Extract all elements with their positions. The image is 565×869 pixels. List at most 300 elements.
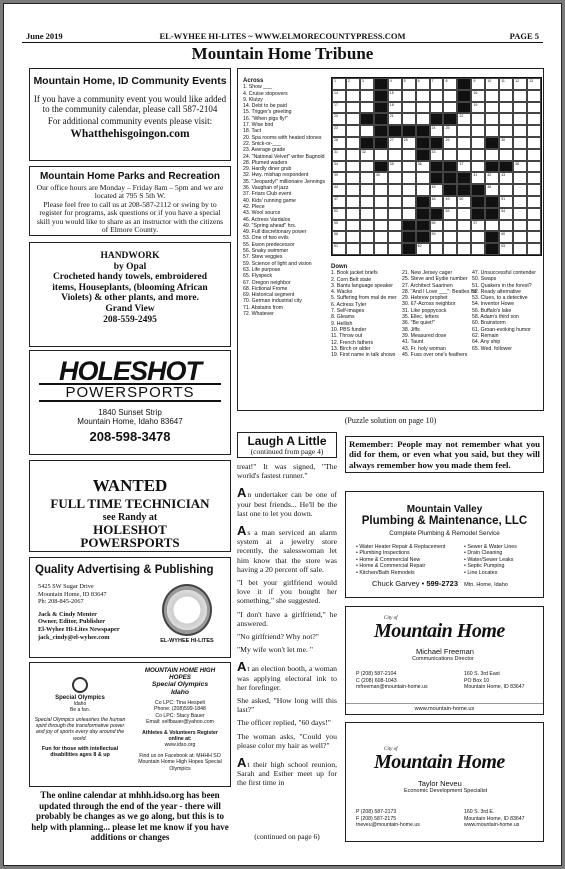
grid-cell[interactable]: 29: [443, 137, 457, 149]
grid-cell[interactable]: [346, 137, 360, 149]
handwork-items: Crocheted handy towels, embroidered items, Houseplants, (blooming African Violets) & other plants, and more.: [52, 272, 208, 304]
across-clue: 1. Show ___: [243, 84, 272, 91]
grid-cell[interactable]: [457, 220, 471, 232]
grid-cell[interactable]: [374, 208, 388, 220]
mvp-phone: 599-2723: [426, 579, 459, 588]
grid-cell[interactable]: 24: [430, 125, 444, 137]
grid-cell[interactable]: [346, 125, 360, 137]
grid-block: [374, 102, 388, 114]
grid-cell[interactable]: 50: [457, 196, 471, 208]
grid-cell[interactable]: [513, 172, 527, 184]
grid-cell[interactable]: 47: [332, 196, 346, 208]
down-clue: 38. Jiffs: [402, 326, 420, 333]
puzzle-solution-note: (Puzzle solution on page 10): [344, 416, 437, 425]
grid-cell[interactable]: [360, 90, 374, 102]
down-clue: 7. Self-images: [331, 308, 365, 315]
newspaper-page: [3, 3, 562, 866]
grid-cell[interactable]: 55: [332, 220, 346, 232]
down-clue: 62. Remain: [472, 332, 499, 339]
grid-cell[interactable]: [457, 208, 471, 220]
grid-cell[interactable]: [360, 172, 374, 184]
grid-cell[interactable]: 52: [332, 208, 346, 220]
mvp-subtitle: Complete Plumbing & Remodel Service: [389, 530, 500, 537]
grid-cell[interactable]: [513, 196, 527, 208]
grid-cell[interactable]: 28: [402, 137, 416, 149]
grid-cell[interactable]: [374, 243, 388, 255]
wanted-ad: [29, 460, 231, 552]
grid-cell[interactable]: 39: [332, 172, 346, 184]
grid-cell[interactable]: [485, 102, 499, 114]
grid-cell[interactable]: 22: [457, 113, 471, 125]
grid-cell[interactable]: [527, 184, 541, 196]
grid-cell[interactable]: 43: [499, 172, 513, 184]
grid-block: [388, 125, 402, 137]
grid-cell[interactable]: 60: [499, 231, 513, 243]
grid-cell[interactable]: [471, 149, 485, 161]
mvp-service: • Drain Cleaning: [464, 550, 503, 557]
grid-cell[interactable]: [416, 102, 430, 114]
grid-cell[interactable]: [388, 172, 402, 184]
city2-logo: Mountain Home: [374, 751, 505, 773]
grid-cell[interactable]: [471, 231, 485, 243]
grid-cell[interactable]: 13: [527, 78, 541, 90]
grid-cell[interactable]: 18: [388, 102, 402, 114]
grid-cell[interactable]: [527, 149, 541, 161]
city2-title: Economic Development Specialist: [404, 788, 488, 794]
grid-block: [485, 231, 499, 243]
grid-cell[interactable]: [402, 196, 416, 208]
so-logo: Special Olympics: [55, 695, 105, 701]
grid-cell[interactable]: [527, 125, 541, 137]
grid-cell[interactable]: [388, 196, 402, 208]
across-clue: 17. Wise bird: [243, 122, 274, 129]
down-title: Down: [331, 264, 348, 270]
grid-cell[interactable]: 7: [430, 78, 444, 90]
grid-cell[interactable]: [430, 243, 444, 255]
city2-fax: F (208) 587-2175: [356, 815, 397, 822]
grid-cell[interactable]: 38: [513, 161, 527, 173]
grid-cell[interactable]: 40: [374, 172, 388, 184]
grid-cell[interactable]: [388, 231, 402, 243]
across-clue: 40. Kids' running game: [243, 197, 296, 204]
grid-cell[interactable]: [485, 125, 499, 137]
wanted-company2: POWERSPORTS: [80, 535, 180, 550]
grid-cell[interactable]: 8: [443, 78, 457, 90]
handwork-phone: 208-559-2495: [103, 314, 157, 325]
across-clue: 18. Tact: [243, 128, 262, 135]
grid-cell[interactable]: [485, 90, 499, 102]
down-clue: 1. Book jacket briefs: [331, 270, 378, 277]
grid-cell[interactable]: [513, 243, 527, 255]
grid-cell[interactable]: [388, 149, 402, 161]
grid-cell[interactable]: [346, 149, 360, 161]
across-clue: 59. Science of light and vision: [243, 260, 312, 267]
grid-cell[interactable]: 9: [471, 78, 485, 90]
laugh-title: Laugh A Little: [247, 434, 327, 448]
across-clue: 70. German industrial city: [243, 298, 302, 305]
grid-cell[interactable]: 31: [332, 149, 346, 161]
across-clue: 56. Snaky swimmer: [243, 248, 289, 255]
holeshot-phone: 208-598-3478: [89, 429, 171, 444]
grid-cell[interactable]: 59: [430, 231, 444, 243]
grid-cell[interactable]: [360, 208, 374, 220]
grid-cell[interactable]: 23: [332, 125, 346, 137]
across-clues: [243, 78, 331, 317]
grid-cell[interactable]: [485, 113, 499, 125]
grid-cell[interactable]: 48: [430, 196, 444, 208]
grid-cell[interactable]: [527, 220, 541, 232]
grid-cell[interactable]: [443, 220, 457, 232]
so-logo-sub: Idaho: [73, 701, 87, 707]
grid-block: [416, 220, 430, 232]
down-clue: 31. Like poppycock: [402, 307, 447, 314]
qap-role: Owner, Editor, Publisher: [38, 618, 106, 626]
grid-cell[interactable]: [360, 184, 374, 196]
grid-cell[interactable]: [471, 137, 485, 149]
grid-cell[interactable]: [360, 102, 374, 114]
grid-cell[interactable]: [402, 208, 416, 220]
grid-cell[interactable]: 27: [388, 137, 402, 149]
grid-cell[interactable]: 56: [430, 220, 444, 232]
grid-cell[interactable]: [402, 113, 416, 125]
handwork-title: HANDWORK: [100, 251, 160, 261]
grid-cell[interactable]: [360, 231, 374, 243]
grid-cell[interactable]: [527, 172, 541, 184]
mvp-service: • Home & Commercial Repair: [356, 563, 426, 570]
grid-cell[interactable]: [346, 208, 360, 220]
city1-logo: Mountain Home: [374, 620, 505, 642]
laugh-p11: t their high school reunion, Sarah and Esther meet up for the first time in: [237, 760, 337, 788]
across-clue: 43. Wool source: [243, 210, 281, 217]
so-blurb: Special Olympics unleashes the human spirit through the transformative power and joy of sports every day around the world.: [34, 717, 126, 742]
grid-cell[interactable]: [513, 125, 527, 137]
grid-cell[interactable]: [527, 208, 541, 220]
grid-cell[interactable]: [513, 208, 527, 220]
mvp-contact-name: Chuck Garvey: [372, 579, 420, 588]
grid-cell[interactable]: [360, 196, 374, 208]
grid-block: [430, 208, 444, 220]
qap-seal-icon: [162, 584, 212, 636]
holeshot-logo-sub: POWERSPORTS: [39, 383, 221, 402]
grid-cell[interactable]: [527, 231, 541, 243]
across-clue: 69. Historical segment: [243, 292, 295, 299]
grid-cell[interactable]: 19: [471, 102, 485, 114]
city1-title: Communications Director: [412, 656, 474, 662]
grid-cell[interactable]: [402, 161, 416, 173]
qap-title: Quality Advertising & Publishing: [35, 564, 214, 576]
grid-cell[interactable]: [499, 184, 513, 196]
grid-block: [471, 196, 485, 208]
grid-cell[interactable]: 1: [332, 78, 346, 90]
grid-cell[interactable]: [430, 102, 444, 114]
grid-cell[interactable]: [402, 172, 416, 184]
city1-website: www.mountain-home.us: [346, 703, 543, 714]
grid-cell[interactable]: [443, 102, 457, 114]
grid-cell[interactable]: [388, 208, 402, 220]
grid-cell[interactable]: 20: [332, 113, 346, 125]
grid-cell[interactable]: [346, 243, 360, 255]
grid-cell[interactable]: [513, 149, 527, 161]
grid-cell[interactable]: [513, 102, 527, 114]
masthead-title: Mountain Home Tribune: [191, 44, 374, 63]
grid-cell[interactable]: [485, 220, 499, 232]
grid-cell[interactable]: 3: [360, 78, 374, 90]
grid-cell[interactable]: 10: [485, 78, 499, 90]
grid-cell[interactable]: 2: [346, 78, 360, 90]
across-clue: 9. Klutzy: [243, 96, 263, 103]
grid-cell[interactable]: [513, 220, 527, 232]
grid-cell[interactable]: [471, 243, 485, 255]
grid-cell[interactable]: 35: [388, 161, 402, 173]
down-clue: 58. Adam's third son: [472, 314, 519, 321]
down-clue: 10. PBS funder: [331, 326, 367, 333]
across-clue: 23. Average grade: [243, 147, 286, 154]
grid-cell[interactable]: [402, 102, 416, 114]
grid-cell[interactable]: [416, 172, 430, 184]
grid-cell[interactable]: [471, 161, 485, 173]
mvp-services-2: [464, 544, 517, 576]
mvp-service: • Septic Pumping: [464, 563, 505, 570]
grid-cell[interactable]: [457, 231, 471, 243]
grid-cell[interactable]: [443, 90, 457, 102]
city-card-freeman: [345, 606, 544, 715]
across-clue: 42. Plece: [243, 203, 265, 210]
grid-cell[interactable]: [346, 113, 360, 125]
down-clue: 35. Ellec. letters: [402, 314, 439, 321]
down-clues-2: [402, 270, 477, 358]
grid-cell[interactable]: 37: [457, 161, 471, 173]
grid-cell[interactable]: [346, 102, 360, 114]
laugh-p10: The woman asks, "Could you please color my hair as well?": [237, 731, 337, 750]
down-clue: 64. Any ship: [472, 339, 501, 346]
grid-cell[interactable]: [346, 172, 360, 184]
grid-cell[interactable]: 44: [332, 184, 346, 196]
laugh-continued-from: (continued from page 4): [250, 447, 324, 456]
mvp-service: • Sewer & Water Lines: [464, 544, 517, 550]
grid-cell[interactable]: [513, 184, 527, 196]
laugh-p9: The officer replied, "60 days!": [237, 718, 331, 728]
grid-cell[interactable]: [471, 125, 485, 137]
grid-cell[interactable]: [527, 90, 541, 102]
laugh-p7: t an election booth, a woman was applying electoral ink to her forefinger.: [237, 664, 337, 692]
grid-cell[interactable]: [374, 220, 388, 232]
city2-city-of: City of: [384, 747, 398, 752]
grid-cell[interactable]: 14: [332, 90, 346, 102]
grid-cell[interactable]: 51: [499, 196, 513, 208]
dropcap-a4: A: [237, 755, 247, 771]
grid-cell[interactable]: [457, 125, 471, 137]
grid-cell[interactable]: 34: [332, 161, 346, 173]
grid-cell[interactable]: [346, 161, 360, 173]
grid-cell[interactable]: 58: [332, 231, 346, 243]
grid-cell[interactable]: [416, 90, 430, 102]
grid-cell[interactable]: 17: [332, 102, 346, 114]
grid-cell[interactable]: 26: [332, 137, 346, 149]
across-clue: 24. "National Velvet" writer Bagnold: [243, 153, 325, 160]
grid-cell[interactable]: 42: [485, 172, 499, 184]
grid-block: [485, 161, 499, 173]
grid-cell[interactable]: [527, 243, 541, 255]
dropcap-a: A: [237, 485, 247, 501]
grid-cell[interactable]: [416, 113, 430, 125]
grid-cell[interactable]: [471, 113, 485, 125]
holeshot-address2: Mountain Home, Idaho 83647: [77, 417, 183, 426]
grid-cell[interactable]: [374, 196, 388, 208]
grid-cell[interactable]: 46: [485, 184, 499, 196]
laugh-p3: "I bet your girlfriend would love it if you bought her something," she suggested.: [237, 578, 337, 606]
grid-cell[interactable]: [499, 149, 513, 161]
grid-cell[interactable]: [457, 149, 471, 161]
grid-cell[interactable]: [457, 243, 471, 255]
grid-cell[interactable]: [443, 231, 457, 243]
grid-cell[interactable]: [527, 161, 541, 173]
laugh-p5: "No girlfriend? Why not?": [237, 632, 319, 642]
grid-cell[interactable]: [388, 243, 402, 255]
grid-cell[interactable]: 4: [388, 78, 402, 90]
grid-cell[interactable]: [388, 220, 402, 232]
grid-cell[interactable]: 61: [332, 243, 346, 255]
down-clue: 36. "Be quiet!": [402, 320, 435, 327]
grid-cell[interactable]: [527, 137, 541, 149]
across-clue: 49. Full discretionary power: [243, 229, 307, 236]
so-website[interactable]: www.idso.org: [164, 742, 196, 749]
grid-cell[interactable]: 11: [499, 78, 513, 90]
city1-email: mfreeman@mountain-home.us: [356, 684, 428, 691]
grid-block: [430, 172, 444, 184]
grid-cell[interactable]: [374, 184, 388, 196]
down-clue: 12. French fathers: [331, 339, 374, 346]
grid-cell[interactable]: [443, 149, 457, 161]
across-clue: 49. "Spring ahead" hrs.: [243, 222, 297, 229]
across-clue: 35. "Jeopardy!" millionaire Jennings: [243, 178, 326, 185]
community-events-box: [29, 68, 231, 161]
grid-cell[interactable]: [360, 161, 374, 173]
grid-cell[interactable]: [346, 196, 360, 208]
grid-cell[interactable]: [402, 184, 416, 196]
grid-cell[interactable]: [402, 149, 416, 161]
grid-block: [374, 125, 388, 137]
wanted-contact: see Randy at: [102, 512, 158, 523]
grid-cell[interactable]: [513, 231, 527, 243]
qap-address2: Mountain Home, ID 83647: [38, 590, 107, 598]
across-clue: 29. Hardly diner grub: [243, 166, 292, 173]
across-clue: 57. Stew veggies: [243, 254, 283, 261]
grid-block: [485, 137, 499, 149]
so-register: Athletes & Volunteers Register online at:: [142, 729, 218, 743]
down-clue: 6. Actress Tyler: [331, 301, 367, 308]
grid-cell[interactable]: 63: [499, 243, 513, 255]
down-clue: 8. Gleams: [331, 314, 355, 321]
grid-cell[interactable]: 41: [471, 172, 485, 184]
grid-block: [416, 149, 430, 161]
across-clue: 63. Life purpose: [243, 266, 281, 273]
across-clue: 4. Cruise stopovers: [243, 90, 288, 97]
across-clue: 22. Snick-or-___: [243, 140, 282, 147]
grid-cell[interactable]: [485, 149, 499, 161]
grid-cell[interactable]: [513, 113, 527, 125]
grid-cell[interactable]: 12: [513, 78, 527, 90]
grid-cell[interactable]: [499, 113, 513, 125]
so-contact2: Co LPC: Stacy Bauer: [155, 712, 205, 719]
grid-cell[interactable]: 33: [430, 149, 444, 161]
grid-cell[interactable]: 45: [430, 184, 444, 196]
grid-cell[interactable]: [346, 231, 360, 243]
grid-cell[interactable]: [360, 125, 374, 137]
grid-cell[interactable]: [443, 243, 457, 255]
grid-cell[interactable]: [416, 184, 430, 196]
grid-cell[interactable]: 36: [416, 161, 430, 173]
grid-cell[interactable]: [499, 90, 513, 102]
quality-advertising-ad: [29, 557, 231, 658]
city1-address1: 160 S. 3rd East: [464, 671, 500, 677]
grid-block: [402, 231, 416, 243]
grid-cell[interactable]: [457, 137, 471, 149]
grid-cell[interactable]: [360, 220, 374, 232]
online-calendar-note: The online calendar at mhhh.idso.org has been updated through the end of the year - there will probably be changes as we go along, but this is to help with planning... please let me know if you have additions or changes: [29, 790, 231, 844]
laugh-p2: s a man serviced an alarm system at a jewelry store recently, the salesswoman let him know that the store was having a 20 percent off sale.: [237, 528, 337, 574]
grid-cell[interactable]: 62: [416, 243, 430, 255]
down-clue: 19. First name in talk shows: [331, 352, 396, 359]
grid-cell[interactable]: [388, 184, 402, 196]
grid-cell[interactable]: 54: [499, 208, 513, 220]
mvp-service: • Water Heater Repair & Replacement: [356, 544, 446, 550]
across-clue: 68. Fictional Frome: [243, 285, 288, 292]
crossword-puzzle: [237, 68, 544, 411]
grid-cell[interactable]: [430, 90, 444, 102]
grid-cell[interactable]: 25: [443, 125, 457, 137]
grid-cell[interactable]: [499, 220, 513, 232]
grid-cell[interactable]: [374, 231, 388, 243]
grid-cell[interactable]: 53: [443, 208, 457, 220]
grid-block: [457, 78, 471, 90]
grid-cell[interactable]: [527, 102, 541, 114]
grid-cell[interactable]: [346, 220, 360, 232]
down-clue: 60. Brainstorm: [472, 320, 506, 327]
wanted-company: HOLESHOT: [93, 522, 167, 537]
grid-cell[interactable]: [360, 243, 374, 255]
grid-cell[interactable]: 5: [402, 78, 416, 90]
grid-cell[interactable]: 49: [443, 196, 457, 208]
events-site-link[interactable]: Whatthehisgoingon.com: [70, 128, 190, 140]
grid-cell[interactable]: 15: [388, 90, 402, 102]
grid-block: [499, 161, 513, 173]
parks-body: Our office hours are Monday – Friday 8am – 5pm and we are located at 795 S 5th W.: [36, 183, 224, 201]
grid-cell[interactable]: [499, 125, 513, 137]
grid-cell[interactable]: 16: [471, 90, 485, 102]
grid-cell[interactable]: 30: [499, 137, 513, 149]
down-clue: 4. Wacko: [331, 289, 353, 296]
grid-cell[interactable]: 6: [416, 78, 430, 90]
grid-cell[interactable]: [513, 90, 527, 102]
grid-cell[interactable]: [499, 102, 513, 114]
grid-cell[interactable]: [402, 90, 416, 102]
mvp-services-1: [356, 544, 445, 576]
across-clue: 36. Vaughan of jazz: [243, 185, 289, 192]
grid-cell[interactable]: [527, 196, 541, 208]
grid-cell[interactable]: 57: [471, 220, 485, 232]
grid-block: [457, 184, 471, 196]
down-clue: 11. Throw out: [331, 333, 363, 340]
grid-cell[interactable]: [527, 113, 541, 125]
grid-cell[interactable]: [346, 184, 360, 196]
down-clues-3: [472, 270, 542, 352]
grid-cell[interactable]: 32: [360, 149, 374, 161]
grid-cell[interactable]: 21: [388, 113, 402, 125]
grid-cell[interactable]: [374, 149, 388, 161]
grid-cell[interactable]: [513, 137, 527, 149]
mvp-location: Mtn. Home, Idaho: [464, 582, 508, 588]
grid-cell[interactable]: [346, 90, 360, 102]
